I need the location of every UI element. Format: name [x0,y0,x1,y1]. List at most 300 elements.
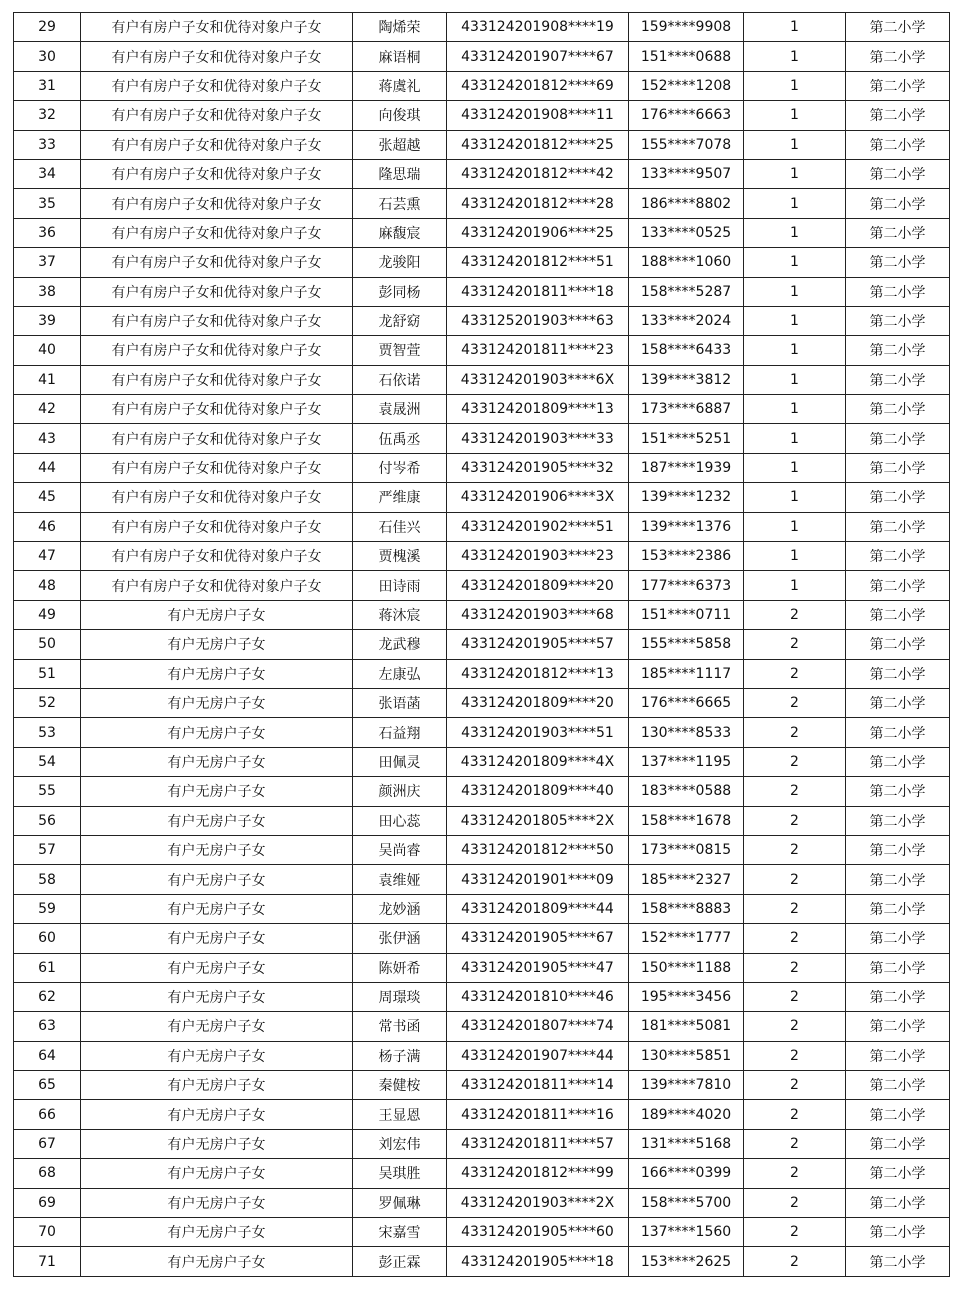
category-cell: 有户有房户子女和优待对象户子女 [81,395,353,424]
row-number-cell: 60 [14,924,81,953]
student-name-cell: 张伊涵 [353,924,447,953]
student-name-cell: 吴尚睿 [353,835,447,864]
id-number-cell: 433124201807****74 [447,1012,629,1041]
phone-cell: 188****1060 [629,248,744,277]
category-cell: 有户无房户子女 [81,777,353,806]
row-number-cell: 49 [14,600,81,629]
phone-cell: 137****1560 [629,1218,744,1247]
row-number-cell: 36 [14,218,81,247]
phone-cell: 139****3812 [629,365,744,394]
school-cell: 第二小学 [846,630,950,659]
phone-cell: 131****5168 [629,1129,744,1158]
category-cell: 有户有房户子女和优待对象户子女 [81,189,353,218]
priority-rank-cell: 2 [744,1159,846,1188]
table-row [14,483,950,512]
category-cell: 有户无房户子女 [81,718,353,747]
priority-rank-cell: 2 [744,982,846,1011]
student-name-cell: 秦健桉 [353,1071,447,1100]
student-name-cell: 石益翔 [353,718,447,747]
category-cell: 有户有房户子女和优待对象户子女 [81,277,353,306]
row-number-cell: 59 [14,894,81,923]
category-cell: 有户无房户子女 [81,1071,353,1100]
priority-rank-cell: 2 [744,1012,846,1041]
phone-cell: 139****1232 [629,483,744,512]
student-name-cell: 石佳兴 [353,512,447,541]
row-number-cell: 50 [14,630,81,659]
student-name-cell: 田诗雨 [353,571,447,600]
table-row [14,1041,950,1070]
priority-rank-cell: 2 [744,747,846,776]
table-row [14,248,950,277]
priority-rank-cell: 1 [744,483,846,512]
priority-rank-cell: 1 [744,101,846,130]
student-name-cell: 石芸熏 [353,189,447,218]
priority-rank-cell: 1 [744,218,846,247]
table-row [14,424,950,453]
priority-rank-cell: 1 [744,71,846,100]
school-cell: 第二小学 [846,306,950,335]
table-row [14,1188,950,1217]
school-cell: 第二小学 [846,747,950,776]
category-cell: 有户无房户子女 [81,1188,353,1217]
category-cell: 有户有房户子女和优待对象户子女 [81,42,353,71]
student-name-cell: 严维康 [353,483,447,512]
priority-rank-cell: 1 [744,189,846,218]
table-row [14,130,950,159]
table-row [14,982,950,1011]
student-name-cell: 吴琪胜 [353,1159,447,1188]
student-name-cell: 蒋虞礼 [353,71,447,100]
row-number-cell: 68 [14,1159,81,1188]
student-name-cell: 陶烯荣 [353,13,447,42]
phone-cell: 152****1777 [629,924,744,953]
school-cell: 第二小学 [846,453,950,482]
student-name-cell: 宋嘉雪 [353,1218,447,1247]
priority-rank-cell: 1 [744,306,846,335]
id-number-cell: 433124201907****67 [447,42,629,71]
phone-cell: 153****2386 [629,542,744,571]
school-cell: 第二小学 [846,1159,950,1188]
school-cell: 第二小学 [846,1012,950,1041]
row-number-cell: 42 [14,395,81,424]
school-cell: 第二小学 [846,1188,950,1217]
category-cell: 有户无房户子女 [81,1159,353,1188]
table-row [14,659,950,688]
row-number-cell: 34 [14,159,81,188]
priority-rank-cell: 1 [744,424,846,453]
row-number-cell: 70 [14,1218,81,1247]
category-cell: 有户无房户子女 [81,865,353,894]
row-number-cell: 46 [14,512,81,541]
phone-cell: 153****2625 [629,1247,744,1276]
school-cell: 第二小学 [846,218,950,247]
id-number-cell: 433124201805****2X [447,806,629,835]
id-number-cell: 433124201905****47 [447,953,629,982]
school-cell: 第二小学 [846,130,950,159]
category-cell: 有户有房户子女和优待对象户子女 [81,424,353,453]
table-row [14,1247,950,1276]
row-number-cell: 61 [14,953,81,982]
table-row [14,336,950,365]
student-name-cell: 石依诺 [353,365,447,394]
table-row [14,894,950,923]
row-number-cell: 65 [14,1071,81,1100]
school-cell: 第二小学 [846,189,950,218]
school-cell: 第二小学 [846,277,950,306]
school-cell: 第二小学 [846,894,950,923]
school-cell: 第二小学 [846,101,950,130]
category-cell: 有户无房户子女 [81,630,353,659]
student-name-cell: 蒋沐宸 [353,600,447,629]
id-number-cell: 433124201811****18 [447,277,629,306]
table-body [14,13,950,1277]
table-row [14,835,950,864]
priority-rank-cell: 1 [744,13,846,42]
school-cell: 第二小学 [846,1100,950,1129]
row-number-cell: 35 [14,189,81,218]
phone-cell: 130****5851 [629,1041,744,1070]
category-cell: 有户无房户子女 [81,659,353,688]
category-cell: 有户有房户子女和优待对象户子女 [81,542,353,571]
category-cell: 有户无房户子女 [81,600,353,629]
school-cell: 第二小学 [846,600,950,629]
priority-rank-cell: 2 [744,777,846,806]
phone-cell: 133****0525 [629,218,744,247]
id-number-cell: 433124201903****68 [447,600,629,629]
phone-cell: 183****0588 [629,777,744,806]
row-number-cell: 44 [14,453,81,482]
student-name-cell: 贾智萱 [353,336,447,365]
id-number-cell: 433124201810****46 [447,982,629,1011]
category-cell: 有户无房户子女 [81,806,353,835]
school-cell: 第二小学 [846,424,950,453]
row-number-cell: 48 [14,571,81,600]
table-row [14,1100,950,1129]
school-cell: 第二小学 [846,571,950,600]
table-row [14,277,950,306]
row-number-cell: 39 [14,306,81,335]
row-number-cell: 37 [14,248,81,277]
phone-cell: 152****1208 [629,71,744,100]
id-number-cell: 433124201906****25 [447,218,629,247]
table-row [14,688,950,717]
priority-rank-cell: 1 [744,130,846,159]
id-number-cell: 433124201809****4X [447,747,629,776]
school-cell: 第二小学 [846,542,950,571]
student-name-cell: 袁维娅 [353,865,447,894]
priority-rank-cell: 1 [744,453,846,482]
phone-cell: 155****5858 [629,630,744,659]
priority-rank-cell: 1 [744,277,846,306]
table-row [14,1071,950,1100]
category-cell: 有户无房户子女 [81,688,353,717]
enrollment-table [13,12,950,1277]
phone-cell: 151****0711 [629,600,744,629]
category-cell: 有户无房户子女 [81,1041,353,1070]
table-row [14,42,950,71]
id-number-cell: 433124201905****60 [447,1218,629,1247]
id-number-cell: 433124201812****69 [447,71,629,100]
priority-rank-cell: 1 [744,365,846,394]
phone-cell: 166****0399 [629,1159,744,1188]
priority-rank-cell: 1 [744,336,846,365]
priority-rank-cell: 1 [744,248,846,277]
school-cell: 第二小学 [846,1071,950,1100]
phone-cell: 173****6887 [629,395,744,424]
table-row [14,718,950,747]
row-number-cell: 30 [14,42,81,71]
school-cell: 第二小学 [846,1218,950,1247]
school-cell: 第二小学 [846,1247,950,1276]
phone-cell: 133****9507 [629,159,744,188]
row-number-cell: 41 [14,365,81,394]
row-number-cell: 32 [14,101,81,130]
id-number-cell: 433124201809****20 [447,688,629,717]
category-cell: 有户有房户子女和优待对象户子女 [81,512,353,541]
phone-cell: 177****6373 [629,571,744,600]
priority-rank-cell: 2 [744,718,846,747]
table-row [14,365,950,394]
category-cell: 有户有房户子女和优待对象户子女 [81,453,353,482]
table-row [14,600,950,629]
row-number-cell: 33 [14,130,81,159]
phone-cell: 139****7810 [629,1071,744,1100]
row-number-cell: 40 [14,336,81,365]
table-row [14,630,950,659]
phone-cell: 176****6663 [629,101,744,130]
id-number-cell: 433124201905****32 [447,453,629,482]
student-name-cell: 陈妍希 [353,953,447,982]
table-row [14,512,950,541]
id-number-cell: 433124201812****13 [447,659,629,688]
id-number-cell: 433124201811****14 [447,1071,629,1100]
id-number-cell: 433124201908****19 [447,13,629,42]
phone-cell: 195****3456 [629,982,744,1011]
priority-rank-cell: 2 [744,894,846,923]
category-cell: 有户无房户子女 [81,982,353,1011]
student-name-cell: 田心蕊 [353,806,447,835]
school-cell: 第二小学 [846,806,950,835]
school-cell: 第二小学 [846,42,950,71]
student-name-cell: 周璟琰 [353,982,447,1011]
table-row [14,1012,950,1041]
priority-rank-cell: 2 [744,835,846,864]
id-number-cell: 433124201907****44 [447,1041,629,1070]
table-row [14,953,950,982]
school-cell: 第二小学 [846,1041,950,1070]
school-cell: 第二小学 [846,718,950,747]
phone-cell: 158****1678 [629,806,744,835]
school-cell: 第二小学 [846,483,950,512]
category-cell: 有户有房户子女和优待对象户子女 [81,130,353,159]
table-row [14,1159,950,1188]
table-row [14,453,950,482]
priority-rank-cell: 2 [744,806,846,835]
id-number-cell: 433124201811****23 [447,336,629,365]
student-name-cell: 颜洲庆 [353,777,447,806]
priority-rank-cell: 2 [744,1041,846,1070]
row-number-cell: 53 [14,718,81,747]
priority-rank-cell: 2 [744,659,846,688]
id-number-cell: 433124201905****67 [447,924,629,953]
row-number-cell: 67 [14,1129,81,1158]
priority-rank-cell: 2 [744,1129,846,1158]
student-name-cell: 左康弘 [353,659,447,688]
table-row [14,865,950,894]
priority-rank-cell: 2 [744,1218,846,1247]
row-number-cell: 63 [14,1012,81,1041]
table-row [14,924,950,953]
phone-cell: 185****2327 [629,865,744,894]
phone-cell: 185****1117 [629,659,744,688]
phone-cell: 139****1376 [629,512,744,541]
id-number-cell: 433124201812****25 [447,130,629,159]
id-number-cell: 433124201908****11 [447,101,629,130]
priority-rank-cell: 1 [744,395,846,424]
student-name-cell: 贾槐溪 [353,542,447,571]
category-cell: 有户无房户子女 [81,924,353,953]
id-number-cell: 433124201905****18 [447,1247,629,1276]
category-cell: 有户无房户子女 [81,1218,353,1247]
id-number-cell: 433124201812****50 [447,835,629,864]
row-number-cell: 54 [14,747,81,776]
row-number-cell: 56 [14,806,81,835]
priority-rank-cell: 2 [744,924,846,953]
priority-rank-cell: 1 [744,159,846,188]
school-cell: 第二小学 [846,777,950,806]
category-cell: 有户无房户子女 [81,953,353,982]
priority-rank-cell: 2 [744,1071,846,1100]
student-name-cell: 麻语桐 [353,42,447,71]
category-cell: 有户有房户子女和优待对象户子女 [81,13,353,42]
student-name-cell: 刘宏伟 [353,1129,447,1158]
student-name-cell: 彭同杨 [353,277,447,306]
table-row [14,1129,950,1158]
student-name-cell: 罗佩琳 [353,1188,447,1217]
id-number-cell: 433124201809****20 [447,571,629,600]
phone-cell: 158****5287 [629,277,744,306]
school-cell: 第二小学 [846,1129,950,1158]
school-cell: 第二小学 [846,13,950,42]
category-cell: 有户有房户子女和优待对象户子女 [81,71,353,100]
phone-cell: 155****7078 [629,130,744,159]
table-row [14,71,950,100]
category-cell: 有户有房户子女和优待对象户子女 [81,306,353,335]
phone-cell: 137****1195 [629,747,744,776]
id-number-cell: 433124201809****44 [447,894,629,923]
id-number-cell: 433124201811****16 [447,1100,629,1129]
category-cell: 有户有房户子女和优待对象户子女 [81,336,353,365]
priority-rank-cell: 1 [744,571,846,600]
category-cell: 有户无房户子女 [81,747,353,776]
id-number-cell: 433124201903****2X [447,1188,629,1217]
row-number-cell: 51 [14,659,81,688]
phone-cell: 159****9908 [629,13,744,42]
priority-rank-cell: 2 [744,1100,846,1129]
phone-cell: 158****8883 [629,894,744,923]
category-cell: 有户无房户子女 [81,894,353,923]
student-name-cell: 向俊琪 [353,101,447,130]
row-number-cell: 62 [14,982,81,1011]
student-name-cell: 田佩灵 [353,747,447,776]
row-number-cell: 71 [14,1247,81,1276]
student-name-cell: 付岑希 [353,453,447,482]
row-number-cell: 58 [14,865,81,894]
student-name-cell: 隆思瑞 [353,159,447,188]
phone-cell: 189****4020 [629,1100,744,1129]
student-name-cell: 麻馥宸 [353,218,447,247]
category-cell: 有户有房户子女和优待对象户子女 [81,248,353,277]
table-row [14,777,950,806]
row-number-cell: 38 [14,277,81,306]
id-number-cell: 433124201812****51 [447,248,629,277]
id-number-cell: 433124201903****51 [447,718,629,747]
priority-rank-cell: 2 [744,600,846,629]
student-name-cell: 龙武穆 [353,630,447,659]
priority-rank-cell: 1 [744,42,846,71]
id-number-cell: 433124201903****23 [447,542,629,571]
table-row [14,571,950,600]
table-row [14,306,950,335]
phone-cell: 150****1188 [629,953,744,982]
table-row [14,13,950,42]
priority-rank-cell: 2 [744,953,846,982]
school-cell: 第二小学 [846,953,950,982]
id-number-cell: 433124201812****42 [447,159,629,188]
phone-cell: 133****2024 [629,306,744,335]
student-name-cell: 袁晟洲 [353,395,447,424]
table-row [14,747,950,776]
row-number-cell: 57 [14,835,81,864]
phone-cell: 158****6433 [629,336,744,365]
id-number-cell: 433124201811****57 [447,1129,629,1158]
phone-cell: 187****1939 [629,453,744,482]
student-name-cell: 杨子满 [353,1041,447,1070]
phone-cell: 176****6665 [629,688,744,717]
row-number-cell: 31 [14,71,81,100]
row-number-cell: 45 [14,483,81,512]
priority-rank-cell: 2 [744,630,846,659]
id-number-cell: 433125201903****63 [447,306,629,335]
id-number-cell: 433124201901****09 [447,865,629,894]
category-cell: 有户无房户子女 [81,1012,353,1041]
category-cell: 有户有房户子女和优待对象户子女 [81,159,353,188]
category-cell: 有户有房户子女和优待对象户子女 [81,101,353,130]
student-name-cell: 张超越 [353,130,447,159]
table-row [14,101,950,130]
id-number-cell: 433124201809****40 [447,777,629,806]
table-row [14,395,950,424]
id-number-cell: 433124201903****6X [447,365,629,394]
category-cell: 有户无房户子女 [81,1129,353,1158]
category-cell: 有户无房户子女 [81,835,353,864]
phone-cell: 158****5700 [629,1188,744,1217]
school-cell: 第二小学 [846,835,950,864]
row-number-cell: 69 [14,1188,81,1217]
row-number-cell: 52 [14,688,81,717]
category-cell: 有户有房户子女和优待对象户子女 [81,483,353,512]
student-name-cell: 伍禹丞 [353,424,447,453]
id-number-cell: 433124201812****99 [447,1159,629,1188]
phone-cell: 130****8533 [629,718,744,747]
student-name-cell: 彭正霖 [353,1247,447,1276]
id-number-cell: 433124201906****3X [447,483,629,512]
id-number-cell: 433124201812****28 [447,189,629,218]
table-row [14,806,950,835]
school-cell: 第二小学 [846,512,950,541]
table-row [14,189,950,218]
school-cell: 第二小学 [846,159,950,188]
